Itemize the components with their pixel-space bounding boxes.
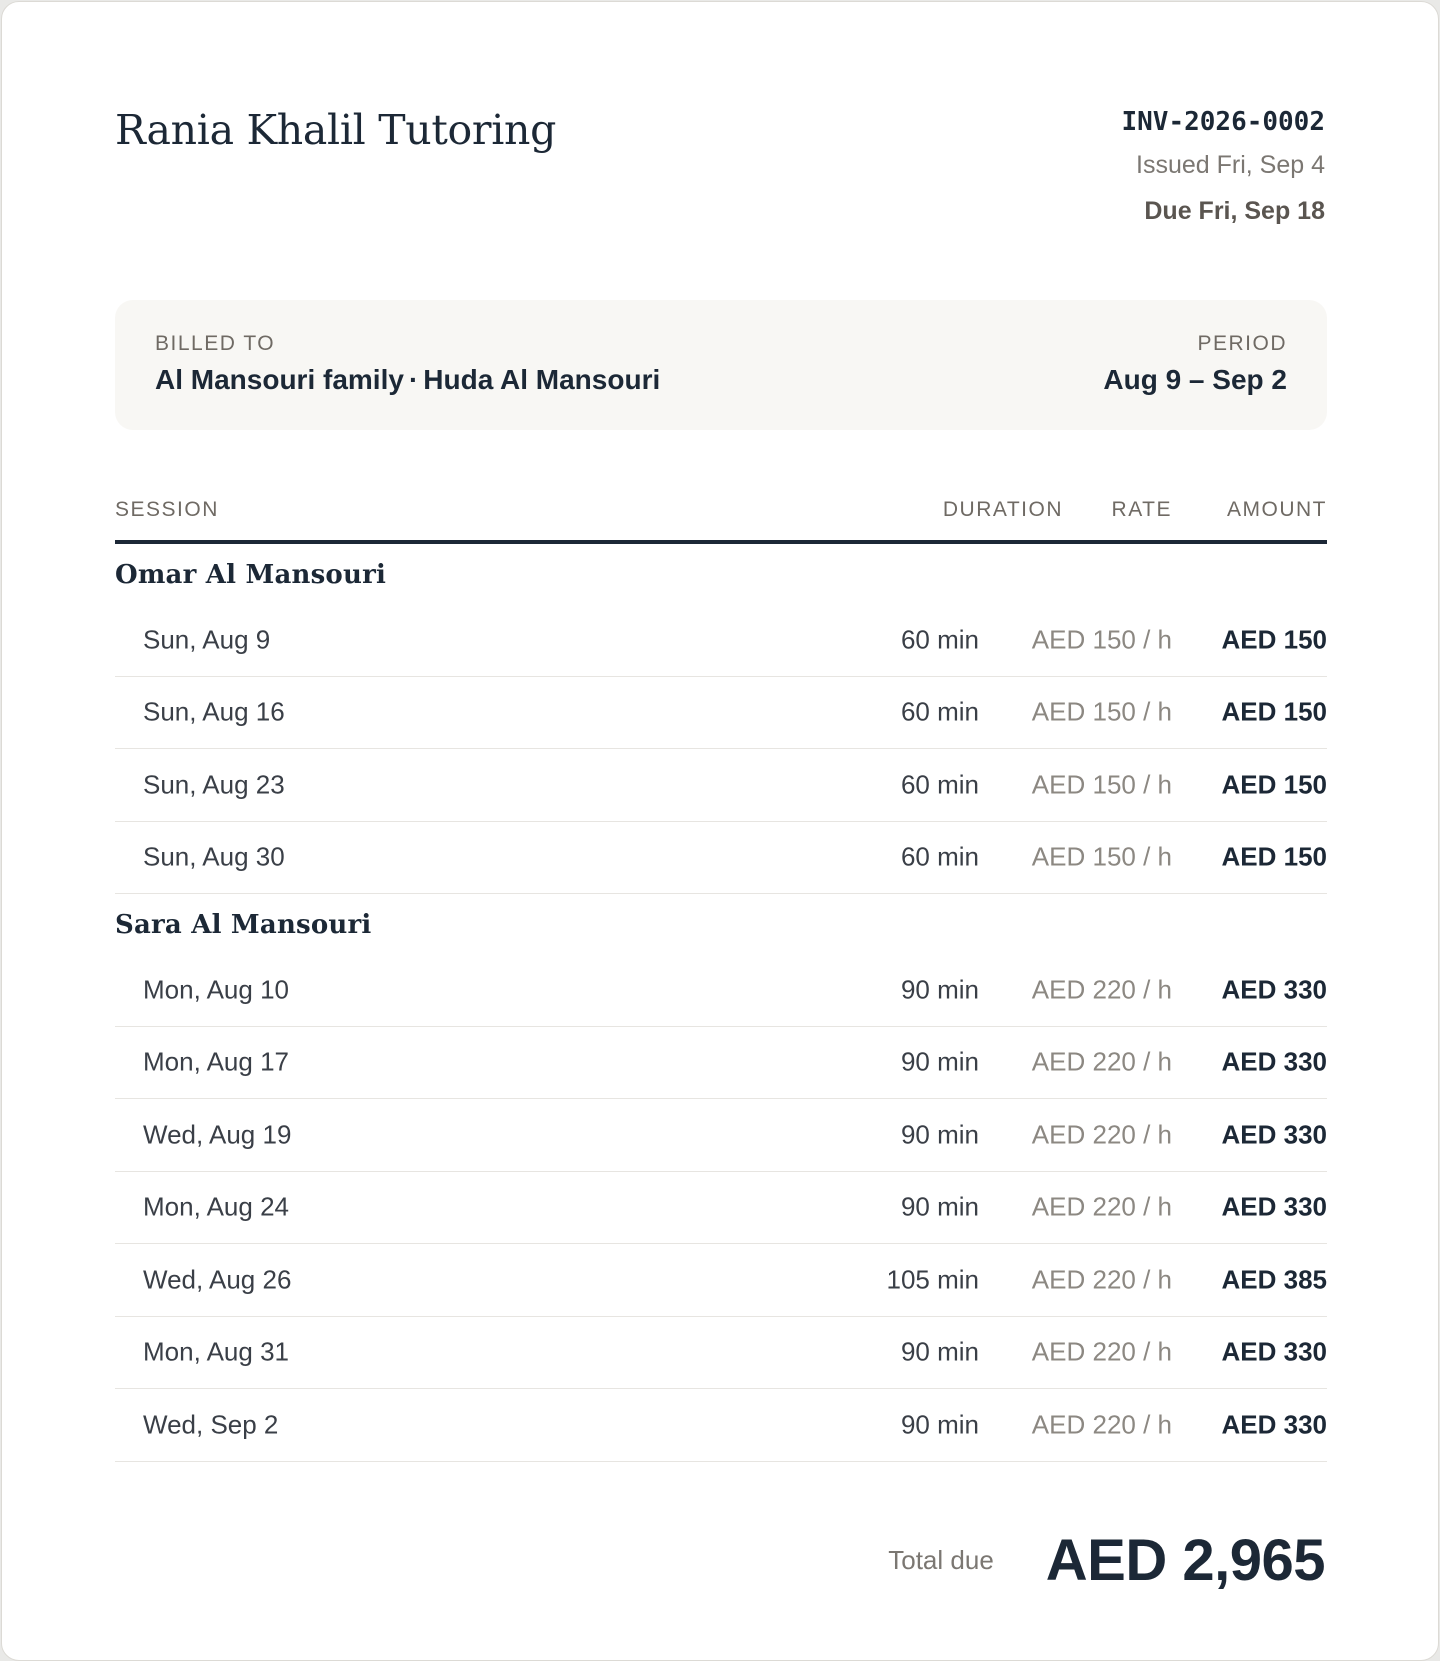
session-duration: 90 min	[900, 1336, 979, 1367]
session-amount: AED 330	[1221, 1191, 1327, 1222]
student-group-title: Sara Al Mansouri	[115, 910, 372, 940]
session-duration: 90 min	[900, 1409, 979, 1440]
session-amount: AED 150	[1221, 841, 1327, 872]
session-date: Mon, Aug 10	[143, 974, 289, 1005]
session-amount: AED 330	[1221, 1046, 1327, 1077]
session-duration: 60 min	[900, 841, 979, 872]
session-duration: 60 min	[900, 624, 979, 655]
session-duration: 105 min	[886, 1264, 979, 1295]
session-date: Wed, Aug 19	[143, 1119, 292, 1150]
table-row	[115, 822, 1327, 895]
table-row	[115, 954, 1327, 1027]
session-date: Sun, Aug 16	[143, 696, 285, 727]
student-group-title: Omar Al Mansouri	[115, 560, 387, 590]
billed-to-value	[155, 364, 660, 396]
session-rate: AED 220 / h	[1031, 1336, 1172, 1367]
company-name: Rania Khalil Tutoring	[115, 106, 557, 154]
session-date: Wed, Sep 2	[143, 1409, 279, 1440]
total-label: Total due	[888, 1545, 994, 1575]
session-rate: AED 220 / h	[1031, 1264, 1172, 1295]
session-rate: AED 150 / h	[1031, 624, 1172, 655]
billed-contact: Huda Al Mansouri	[423, 364, 661, 395]
session-rate: AED 150 / h	[1031, 769, 1172, 800]
session-amount: AED 330	[1221, 1336, 1327, 1367]
session-date: Sun, Aug 23	[143, 769, 285, 800]
session-amount: AED 150	[1221, 624, 1327, 655]
due-date: Due Fri, Sep 18	[1144, 197, 1325, 225]
table-row	[115, 749, 1327, 822]
session-amount: AED 330	[1221, 974, 1327, 1005]
session-rate: AED 220 / h	[1031, 1409, 1172, 1440]
session-date: Mon, Aug 31	[143, 1336, 289, 1367]
period-value: Aug 9 – Sep 2	[1103, 364, 1287, 395]
header-duration: DURATION	[942, 498, 1063, 521]
total-amount: AED 2,965	[1045, 1528, 1325, 1593]
billed-family: Al Mansouri family	[155, 364, 404, 395]
table-row	[115, 1389, 1327, 1462]
invoice-meta	[1122, 102, 1326, 234]
table-header	[115, 488, 1327, 544]
session-rate: AED 150 / h	[1031, 841, 1172, 872]
billed-to-label: BILLED TO	[155, 332, 276, 355]
session-date: Mon, Aug 24	[143, 1191, 289, 1222]
session-date: Wed, Aug 26	[143, 1264, 292, 1295]
total-section	[888, 1527, 1325, 1597]
session-duration: 90 min	[900, 974, 979, 1005]
session-date: Sun, Aug 9	[143, 624, 271, 655]
session-duration: 90 min	[900, 1046, 979, 1077]
session-date: Sun, Aug 30	[143, 841, 285, 872]
invoice-number: INV-2026-0002	[1121, 107, 1325, 137]
session-duration: 60 min	[900, 696, 979, 727]
billed-separator: ·	[408, 364, 419, 395]
table-row	[115, 1244, 1327, 1317]
billing-panel	[115, 300, 1327, 430]
header-amount: AMOUNT	[1227, 498, 1327, 521]
issued-date: Issued Fri, Sep 4	[1136, 151, 1325, 179]
table-row	[115, 1027, 1327, 1100]
sessions-table	[115, 488, 1327, 1462]
session-date: Mon, Aug 17	[143, 1046, 289, 1077]
session-amount: AED 150	[1221, 769, 1327, 800]
session-duration: 90 min	[900, 1191, 979, 1222]
table-row	[115, 604, 1327, 677]
period-label: PERIOD	[1197, 332, 1287, 355]
session-rate: AED 150 / h	[1031, 696, 1172, 727]
session-duration: 60 min	[900, 769, 979, 800]
session-amount: AED 330	[1221, 1409, 1327, 1440]
invoice-sheet	[1, 1, 1439, 1661]
table-row	[115, 677, 1327, 750]
session-amount: AED 150	[1221, 696, 1327, 727]
header-session: SESSION	[115, 498, 219, 521]
header-rate: RATE	[1111, 498, 1172, 521]
session-amount: AED 330	[1221, 1119, 1327, 1150]
session-rate: AED 220 / h	[1031, 974, 1172, 1005]
session-duration: 90 min	[900, 1119, 979, 1150]
session-amount: AED 385	[1221, 1264, 1327, 1295]
table-row	[115, 1099, 1327, 1172]
session-rate: AED 220 / h	[1031, 1119, 1172, 1150]
session-rate: AED 220 / h	[1031, 1191, 1172, 1222]
session-rate: AED 220 / h	[1031, 1046, 1172, 1077]
table-row	[115, 1317, 1327, 1390]
table-row	[115, 1172, 1327, 1245]
